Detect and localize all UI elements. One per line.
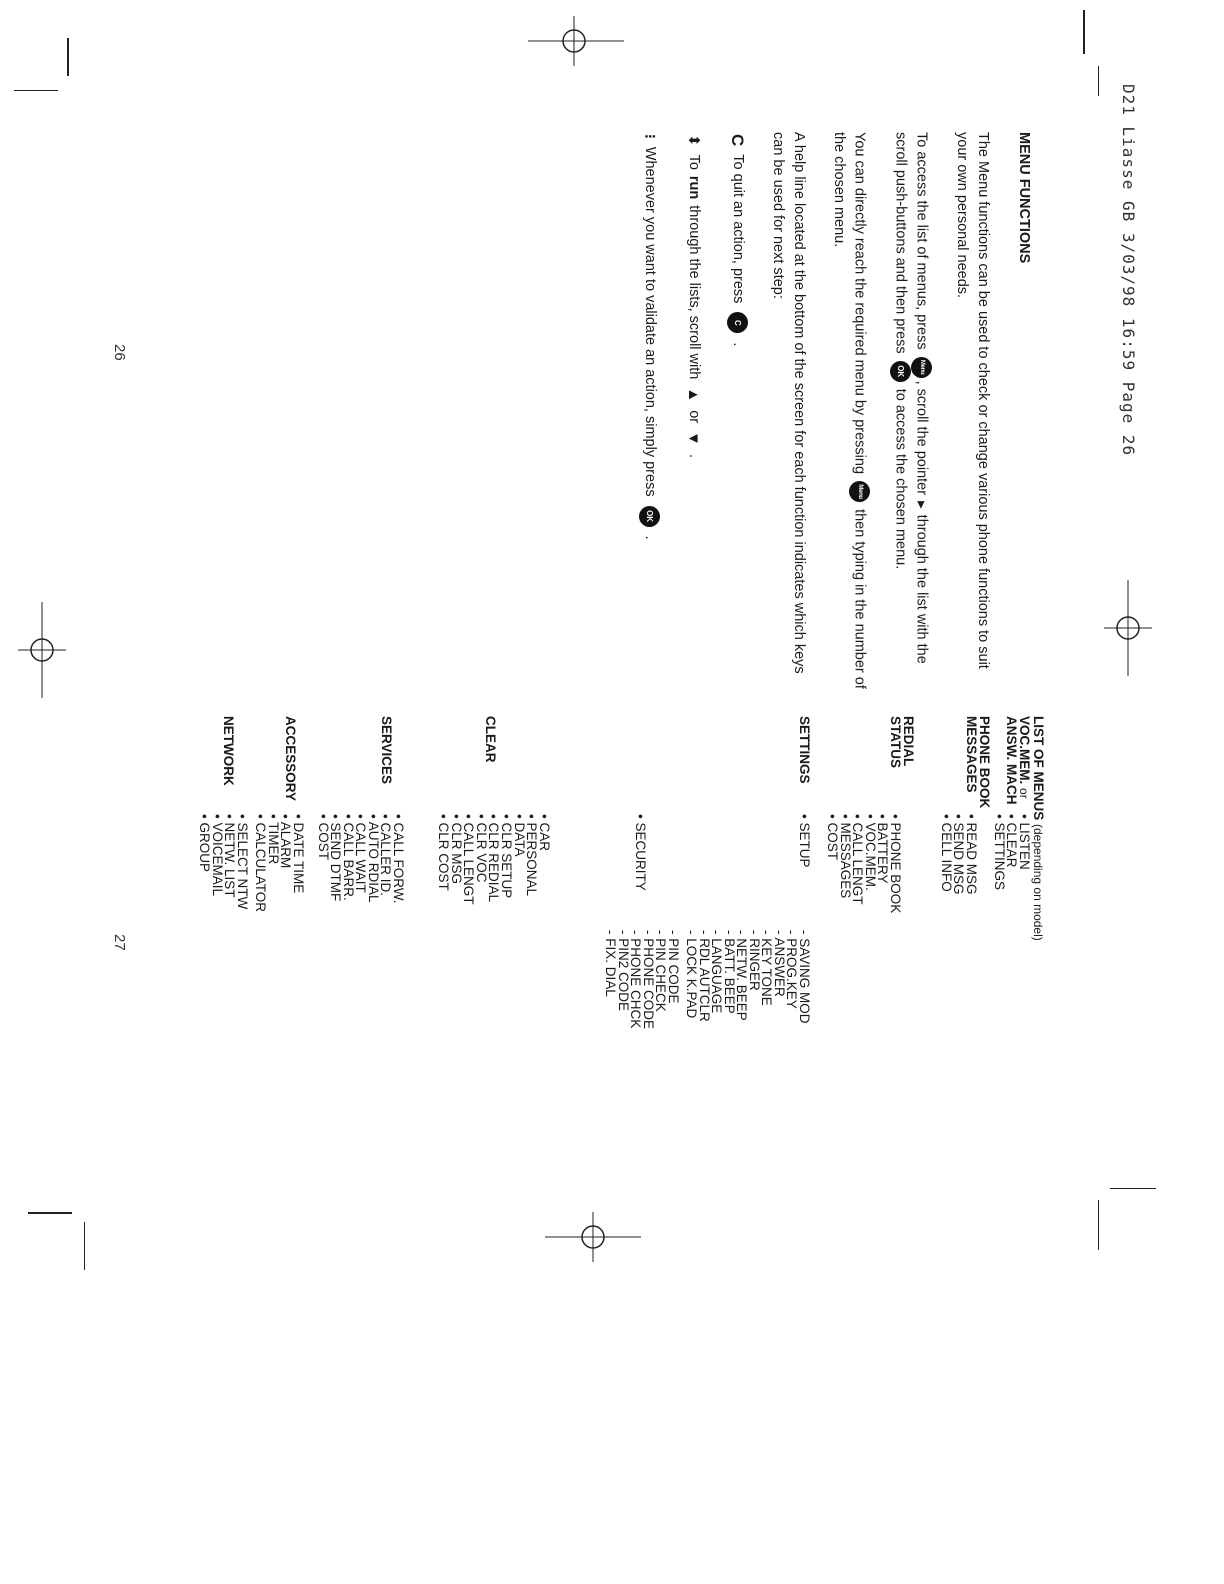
menu-network: NETWORK: [221, 716, 236, 786]
list-item: - PHONE CODE: [641, 930, 656, 1030]
setup-items: [685, 930, 810, 1024]
label-or: or: [1017, 788, 1031, 799]
menu-clear: CLEAR: [483, 716, 498, 763]
crop-mark: [28, 1212, 72, 1214]
list-item: • CALL FORW.: [391, 814, 406, 904]
text: then typing in the number of the chosen menu.: [831, 132, 869, 689]
list-item: - PHONE CHCK: [628, 930, 644, 1029]
crop-mark: [1083, 10, 1085, 54]
menu-key-icon: Menu: [911, 357, 932, 378]
menu-accessory: ACCESSORY: [283, 716, 298, 802]
list-item: - PIN CODE: [666, 930, 681, 1004]
menu-key-icon: Menu: [849, 481, 870, 502]
access-paragraph: [889, 132, 932, 692]
text: To: [686, 154, 703, 170]
text: To access the list of menus, press: [913, 132, 930, 350]
print-header: D21 Liasse GB 3/03/98 16:59 Page 26: [1119, 84, 1138, 457]
list-item: - KEY TONE: [759, 930, 775, 1006]
ok-key-icon: OK: [890, 361, 911, 382]
text: Whenever you want to validate an action, simply press: [642, 146, 659, 497]
services-items: [317, 814, 405, 904]
list-title-line: [1032, 716, 1045, 941]
registration-mark-icon: [1104, 580, 1152, 676]
list-item: • VOICEMAIL: [210, 814, 225, 896]
up-arrow-icon: ▲: [685, 387, 703, 403]
registration-mark-icon: [545, 1212, 641, 1262]
text: through the lists, scroll with: [686, 205, 703, 380]
list-of-menus: [197, 716, 1046, 1036]
network-items: [198, 814, 248, 909]
list-item: • BATTERY: [875, 814, 891, 884]
up-down-icon: ⬍: [685, 134, 703, 147]
list-item: • CALLER ID.: [378, 814, 394, 897]
list-title: LIST OF MENUS: [1031, 716, 1046, 821]
down-arrow-icon: ▼: [685, 431, 703, 446]
text: .: [730, 342, 747, 347]
list-item: • CLR REDIAL: [486, 814, 502, 903]
list-item: - PROG.KEY: [784, 930, 800, 1009]
clear-icon: C: [728, 134, 748, 147]
text: .: [642, 535, 659, 540]
list-item: - PIN2 CODE: [616, 930, 631, 1012]
crop-mark: [1098, 1200, 1099, 1250]
crop-mark: [14, 90, 58, 91]
list-item: - RDL AUTCLR: [697, 930, 712, 1022]
quit-row: [727, 132, 748, 692]
list-item: • CLEAR: [1004, 814, 1020, 868]
crop-mark: [1110, 1188, 1156, 1189]
list-item: • COST: [316, 814, 331, 860]
section-title: MENU FUNCTIONS: [1016, 132, 1032, 264]
page-number-left: 26: [111, 344, 128, 361]
security-items: [604, 930, 679, 1029]
list-item: - NETW. BEEP: [734, 930, 750, 1021]
text: through the list with the scroll push-buttons and then press: [892, 132, 930, 664]
menu-settings: SETTINGS: [797, 716, 812, 784]
registration-mark-icon: [18, 602, 66, 698]
crop-mark: [1098, 66, 1099, 96]
list-item: • CAR: [537, 814, 552, 851]
list-item: • GROUP: [197, 814, 213, 872]
messages-items: [940, 814, 978, 895]
list-item: • LISTEN: [1017, 814, 1032, 870]
list-item: • CLR COST: [436, 814, 452, 891]
text: .: [686, 453, 703, 458]
menu-services: SERVICES: [379, 716, 394, 785]
list-item: • DATA: [512, 814, 527, 857]
c-key-icon: C: [727, 312, 748, 333]
scroll-row: [683, 132, 704, 692]
list-item: • CLR MSG: [449, 814, 464, 884]
registration-mark-icon: [528, 16, 624, 66]
crop-mark: [67, 38, 69, 76]
list-item: • SEND MSG: [951, 814, 967, 895]
list-item: • TIMER: [266, 814, 281, 865]
help-line-icon: ⁝: [641, 134, 659, 139]
list-item: • CALL WAIT: [353, 814, 369, 893]
page-number-right: 27: [111, 934, 128, 951]
intro-paragraph: The Menu functions can be used to check or change various phone functions to suit your own personal needs.: [954, 132, 991, 669]
menu-status: STATUS: [888, 716, 903, 768]
list-item: • PERSONAL: [524, 814, 540, 897]
list-item: • SEND DTMF: [328, 814, 344, 902]
list-item: • ALARM: [278, 814, 294, 869]
list-item: - LOCK K.PAD: [684, 930, 700, 1019]
extra-items: [513, 814, 551, 896]
list-item: • PHONE BOOK: [888, 814, 903, 914]
list-item: • COST: [825, 814, 841, 860]
accessory-items: [254, 814, 304, 912]
list-item: • CELL INFO: [939, 814, 954, 892]
text: , scroll the pointer: [913, 380, 930, 496]
list-item: • CLR VOC: [474, 814, 489, 883]
list-item: • READ MSG: [964, 814, 979, 895]
validate-row: [639, 132, 660, 692]
security-item: • SECURITY: [633, 814, 648, 891]
list-item: • SELECT NTW: [235, 814, 250, 910]
list-item: • DATE TIME: [291, 814, 306, 894]
label: VOC.MEM.: [1017, 716, 1032, 785]
list-item: - ANSWER: [772, 930, 787, 997]
menu-messages: MESSAGES: [964, 716, 979, 793]
list-item: • SETTINGS: [992, 814, 1007, 890]
list-item: - SAVING MOD: [797, 930, 812, 1024]
list-item: • AUTO RDIAL: [366, 814, 381, 903]
help-paragraph: A help line located at the bottom of the screen for each function indicates which keys can be used for next step:: [770, 132, 808, 674]
text: You can directly reach the required menu by pressing: [852, 132, 869, 475]
voc-items: [993, 814, 1031, 890]
list-item: • VOC.MEM.: [863, 814, 878, 891]
crop-mark: [84, 1222, 85, 1270]
setup-item: • SETUP: [797, 814, 812, 868]
menu-voc-mem: [1018, 716, 1031, 799]
text: or: [686, 410, 703, 424]
menu-answ-mach: ANSW. MACH: [1004, 716, 1019, 805]
menu-functions-section: [616, 132, 1034, 692]
list-item: - RINGER: [747, 930, 762, 991]
list-note: (depending on model): [1031, 824, 1045, 941]
list-item: • CALL BARR.: [341, 814, 356, 901]
list-item: • MESSAGES: [838, 814, 853, 899]
list-item: • NETW. LIST: [222, 814, 238, 898]
list-item: - PIN CHECK: [653, 930, 669, 1012]
text: to access the chosen menu.: [892, 388, 909, 570]
clear-items: [437, 814, 512, 905]
list-item: - LANGUAGE: [709, 930, 725, 1014]
list-item: • CALL LENGT: [461, 814, 477, 905]
list-item: - BATT. BEEP: [722, 930, 737, 1014]
direct-paragraph: [828, 132, 870, 692]
list-item: • CLR SETUP: [499, 814, 514, 899]
ok-key-icon: OK: [639, 506, 660, 527]
list-item: - FIX. DIAL: [603, 930, 619, 997]
text: To quit an action, press: [730, 154, 747, 304]
status-items: [826, 814, 901, 913]
list-item: • CALL LENGT: [850, 814, 866, 905]
menu-phone-book: PHONE BOOK: [977, 716, 992, 809]
pointer-icon: ▸: [913, 501, 930, 509]
list-item: • CALCULATOR: [253, 814, 269, 913]
menu-redial: REDIAL: [901, 716, 916, 767]
text: run: [686, 175, 703, 200]
